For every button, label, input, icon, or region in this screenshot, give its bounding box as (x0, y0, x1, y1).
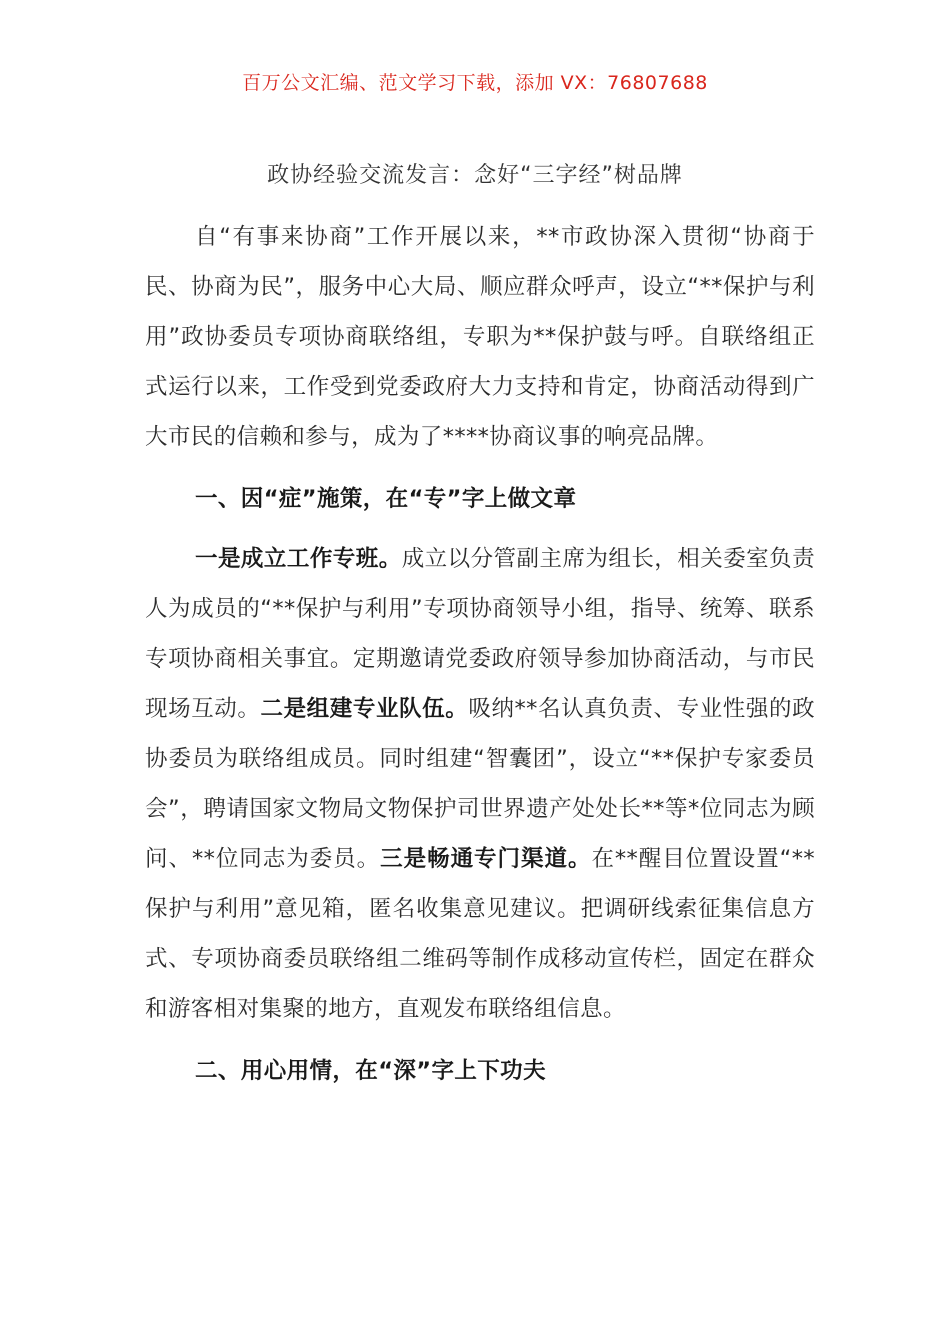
document-title: 政协经验交流发言：念好“三字经”树品牌 (267, 163, 683, 188)
document-body (145, 212, 815, 1096)
promo-banner: 百万公文汇编、范文学习下载，添加 VX：76807688 (242, 72, 708, 94)
point3-label: 三是畅通专门渠道。 (380, 846, 592, 872)
point2-text: 吸纳**名认真负责、专业性强的政协委员为联络组成员。同时组建“智囊团”，设立“**保护专家委员会”，聘请国家文物局文物保护司世界遗产处处长**等*位同志为顾问、**位同志为委员。 (145, 696, 815, 872)
section-heading-2: 二、用心用情，在“深”字上下功夫 (195, 1058, 546, 1084)
point2-label: 二是组建专业队伍。 (260, 696, 469, 722)
section-heading-1: 一、因“症”施策，在“专”字上做文章 (195, 486, 577, 512)
point3-text: 在**醒目位置设置“**保护与利用”意见箱，匿名收集意见建议。把调研线索征集信息方式、专项协商委员联络组二维码等制作成移动宣传栏，固定在群众和游客相对集聚的地方，直观发布联络组信息。 (145, 846, 815, 1022)
intro-paragraph: 自“有事来协商”工作开展以来，**市政协深入贯彻“协商于民、协商为民”，服务中心大局、顺应群众呼声，设立“**保护与利用”政协委员专项协商联络组，专职为**保护鼓与呼。自联络组正式运行以来，工作受到党委政府大力支持和肯定，协商活动得到广大市民的信赖和参与，成为了****协商议事的响亮品牌。 (145, 224, 815, 450)
section1-paragraph (145, 534, 815, 1034)
point1-text: 成立以分管副主席为组长，相关委室负责人为成员的“**保护与利用”专项协商领导小组，指导、统筹、联系专项协商相关事宜。定期邀请党委政府领导参加协商活动，与市民现场互动。 (145, 546, 815, 722)
point1-label: 一是成立工作专班。 (195, 546, 402, 572)
